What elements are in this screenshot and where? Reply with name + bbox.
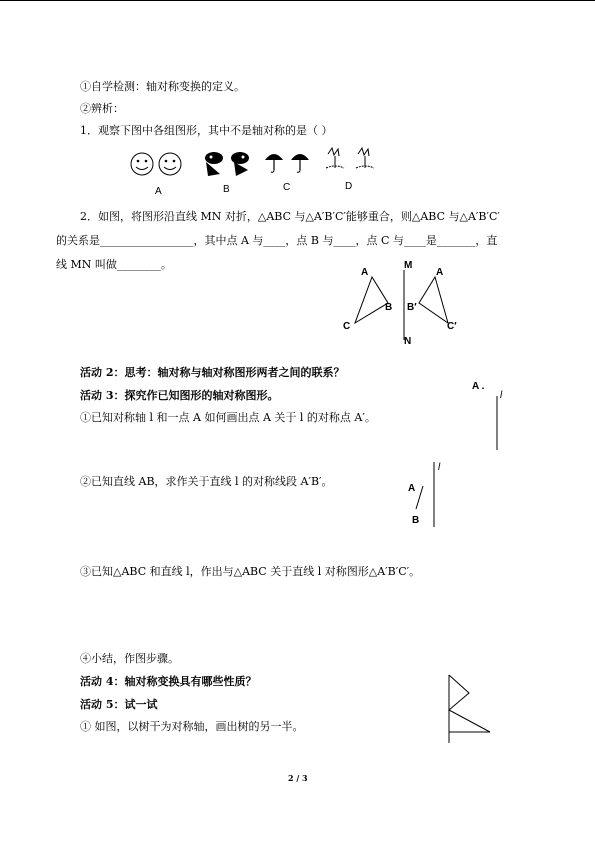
problem-3-triangle: ③已知△ABC 和直线 l，作出与△ABC 关于直线 l 对称图形△A′B′C′。	[80, 565, 421, 578]
question-1: 1．观察下图中各组图形，其中不是轴对称的是（ ）	[80, 124, 333, 137]
activity-2: 活动 2：思考：轴对称与轴对称图形两者之间的联系？	[80, 366, 345, 379]
problem-4-summary: ④小结，作图步骤。	[80, 652, 179, 665]
seg-fig-label-a: A	[408, 483, 416, 494]
option-a-faces	[128, 150, 188, 180]
activity-5: 活动 5：试一试	[80, 698, 158, 711]
mn-fig-label-a: A	[361, 267, 369, 278]
option-c-label: C	[283, 182, 291, 193]
problem-1-point: ①已知对称轴 l 和一点 A 如何画出点 A 关于 l 的对称点 A′。	[80, 411, 376, 424]
mn-fig-label-b-prime: B′	[407, 302, 417, 313]
page-top-rule	[0, 0, 595, 1]
discern-line: ②辨析：	[80, 102, 124, 115]
self-check-line: ①自学检测：轴对称变换的定义。	[80, 80, 245, 93]
option-b-label: B	[223, 184, 230, 195]
activity-4: 活动 4：轴对称变换具有哪些性质？	[80, 675, 257, 688]
option-d-label: D	[345, 181, 353, 192]
mn-fig-label-a-prime: A	[436, 267, 444, 278]
mn-fig-label-n: N	[404, 336, 412, 347]
mn-fig-label-c: C	[343, 321, 351, 332]
mn-fig-label-c-prime: C′	[447, 321, 457, 332]
seg-fig-label-l: l	[438, 462, 441, 473]
point-fig-label-l: l	[500, 390, 503, 401]
option-a-label: A	[155, 186, 162, 197]
problem-2-segment: ②已知直线 AB，求作关于直线 l 的对称线段 A′B′。	[80, 475, 333, 488]
page-number: 2 / 3	[288, 773, 308, 783]
point-fig-label-a: A .	[472, 381, 485, 392]
option-b-figure	[200, 148, 256, 180]
mn-fig-label-m: M	[404, 260, 413, 271]
mn-fig-label-b: B	[385, 302, 393, 313]
question-2-line-2: 的关系是_________________，其中点 A 与____，点 B 与____，点 C 与____是_______，直	[56, 234, 498, 247]
option-d-plants	[324, 146, 382, 176]
activity-3: 活动 3：探究作已知图形的轴对称图形。	[80, 389, 279, 402]
problem-5-tree: ① 如图，以树干为对称轴，画出树的另一半。	[80, 720, 304, 733]
option-c-umbrellas	[263, 150, 315, 176]
question-2-line-3: 线 MN 叫做________。	[56, 258, 172, 271]
seg-fig-label-b: B	[412, 515, 420, 526]
question-2-line-1: 2．如图，将图形沿直线 MN 对折，△ABC 与△A′B′C′能够重合，则△ABC 与△A′B′C′	[80, 210, 500, 223]
